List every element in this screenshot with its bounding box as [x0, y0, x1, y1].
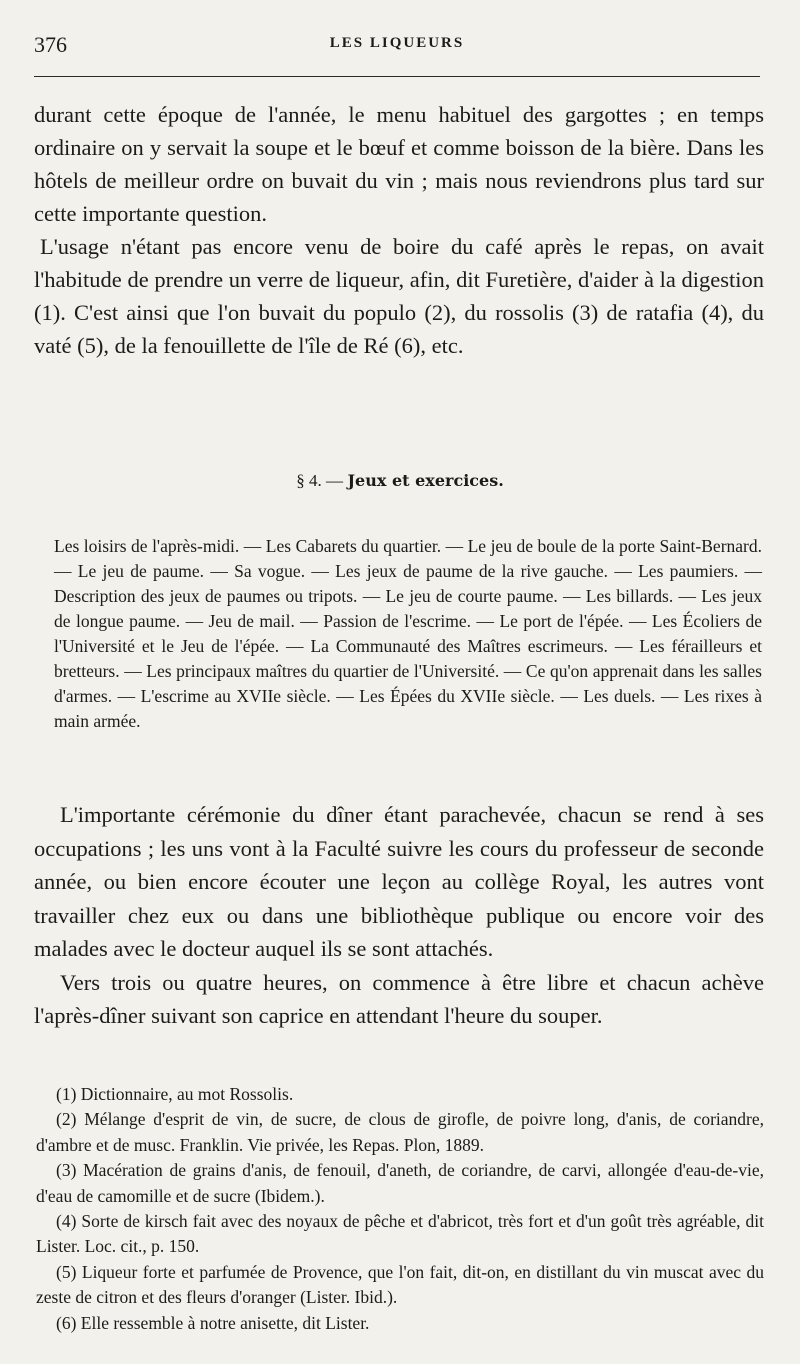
page-number: 376	[34, 32, 67, 57]
section-summary: Les loisirs de l'après-midi. — Les Cabarets du quartier. — Le jeu de boule de la porte Saint-Bernard. — Le jeu de paume. — Sa vogue. — Les jeux de paume de la rive gauche. — Les paumiers. — Description des jeux de paumes ou tripots. — Le jeu de courte paume. — Les billards. — Les jeux de longue paume. — Jeu de mail. — Passion de l'escrime. — Le port de l'épée. — Les Écoliers de l'Université et le Jeu de l'épée. — La Communauté des Maîtres escrimeurs. — Les férailleurs et bretteurs. — Les principaux maîtres du quartier de l'Université. — Ce qu'on apprenait dans les salles d'armes. — L'escrime au XVIIe siècle. — Les Épées du XVIIe siècle. — Les duels. — Les rixes à main armée.	[54, 536, 762, 731]
footnotes	[36, 1082, 764, 1336]
running-title: LES LIQUEURS	[329, 35, 465, 51]
footnote: (4) Sorte de kirsch fait avec des noyaux de pêche et d'abricot, très fort et d'un goût très agréable, dit Lister. Loc. cit., p. 150.	[36, 1211, 764, 1257]
top-text-block	[34, 98, 764, 362]
page-header	[34, 30, 760, 66]
footnote: (3) Macération de grains d'anis, de fenouil, d'aneth, de coriandre, de carvi, allongée d'eau-de-vie, d'eau de camomille et de sucre (Ibidem.).	[36, 1160, 764, 1206]
footnote: (1) Dictionnaire, au mot Rossolis.	[56, 1084, 294, 1104]
paragraph: durant cette époque de l'année, le menu habituel des gargottes ; en temps ordinaire on y servait la soupe et le bœuf et comme boisson de la bière. Dans les hôtels de meilleur ordre on buvait du vin ; mais nous reviendrons plus tard sur cette importante question.	[34, 102, 764, 226]
footnote: (5) Liqueur forte et parfumée de Provence, que l'on fait, dit-on, en distillant du vin muscat avec du zeste de citron et des fleurs d'oranger (Lister. Ibid.).	[36, 1261, 764, 1308]
paragraph: L'importante cérémonie du dîner étant parachevée, chacun se rend à ses occupations ; les uns vont à la Faculté suivre les cours du professeur de seconde année, ou bien encore écouter une leçon au collège Royal, les autres vont travailler chez eux ou dans une bibliothèque publique ou encore voir des malades avec le docteur auquel ils se sont attachés.	[34, 802, 764, 961]
footnote: (6) Elle ressemble à notre anisette, dit Lister.	[56, 1312, 370, 1333]
section-heading	[0, 470, 800, 491]
paragraph: Vers trois ou quatre heures, on commence à être libre et chacun achève l'après-dîner suivant son caprice en attendant l'heure du souper.	[34, 969, 764, 1028]
paragraph: L'usage n'étant pas encore venu de boire du café après le repas, on avait l'habitude de prendre un verre de liqueur, afin, dit Furetière, d'aider à la digestion (1). C'est ainsi que l'on buvait du populo (2), du rossolis (3) de ratafia (4), du vaté (5), de la fenouillette de l'île de Ré (6), etc.	[34, 234, 764, 358]
footnote: (2) Mélange d'esprit de vin, de sucre, de clous de girofle, de poivre long, d'anis, de coriandre, d'ambre et de musc. Franklin. Vie privée, les Repas. Plon, 1889.	[36, 1109, 764, 1155]
section-number: § 4. —	[296, 471, 343, 490]
body-text-block	[34, 798, 764, 1033]
section-title: Jeux et exercices.	[347, 471, 504, 490]
header-rule	[34, 76, 760, 77]
